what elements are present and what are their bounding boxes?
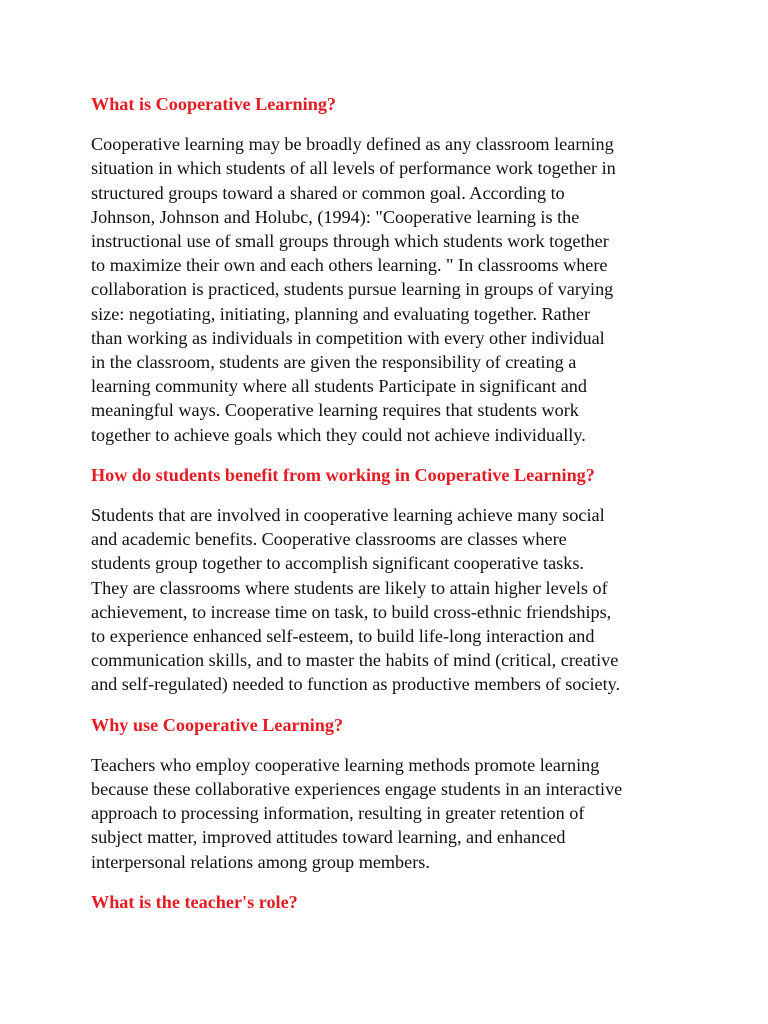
paragraph-line: meaningful ways. Cooperative learning requires that students work: [91, 400, 579, 421]
paragraph-line: situation in which students of all levels of performance work together in: [91, 158, 616, 179]
paragraph-line: size: negotiating, initiating, planning and evaluating together. Rather: [91, 303, 591, 324]
paragraph-line: They are classrooms where students are likely to attain higher levels of: [91, 577, 608, 598]
paragraph-line: Students that are involved in cooperative learning achieve many social: [91, 505, 605, 526]
paragraph-line: and academic benefits. Cooperative classrooms are classes where: [91, 529, 567, 550]
paragraph-line: collaboration is practiced, students pursue learning in groups of varying: [91, 279, 614, 300]
paragraph-line: interpersonal relations among group members.: [91, 851, 430, 872]
paragraph-line: together to achieve goals which they could not achieve individually.: [91, 424, 586, 445]
section-paragraph: [91, 753, 691, 874]
paragraph-line: because these collaborative experiences engage students in an interactive: [91, 779, 623, 800]
section-heading: How do students benefit from working in Cooperative Learning?: [91, 464, 595, 485]
paragraph-line: Teachers who employ cooperative learning methods promote learning: [91, 754, 600, 775]
paragraph-line: subject matter, improved attitudes toward learning, and enhanced: [91, 827, 566, 848]
paragraph-line: instructional use of small groups through which students work together: [91, 231, 609, 252]
paragraph-line: to maximize their own and each others learning. " In classrooms where: [91, 255, 608, 276]
section-how-students-benefit: [91, 463, 691, 697]
section-heading: Why use Cooperative Learning?: [91, 714, 344, 735]
paragraph-line: to experience enhanced self-esteem, to build life-long interaction and: [91, 626, 595, 647]
section-heading: What is the teacher's role?: [91, 891, 298, 912]
section-why-use-cooperative-learning: [91, 713, 691, 874]
paragraph-line: students group together to accomplish significant cooperative tasks.: [91, 553, 584, 574]
paragraph-line: structured groups toward a shared or common goal. According to: [91, 182, 565, 203]
section-paragraph: [91, 132, 691, 447]
section-heading: What is Cooperative Learning?: [91, 94, 337, 114]
document-content: [91, 92, 691, 914]
paragraph-line: Johnson, Johnson and Holubc, (1994): "Cooperative learning is the: [91, 206, 580, 227]
paragraph-line: achievement, to increase time on task, to build cross-ethnic friendships,: [91, 601, 612, 622]
paragraph-line: and self-regulated) needed to function as productive members of society.: [91, 674, 621, 695]
section-paragraph: [91, 503, 691, 697]
section-what-is-cooperative-learning: [91, 92, 691, 447]
section-teachers-role: [91, 890, 691, 914]
paragraph-line: learning community where all students Participate in significant and: [91, 376, 587, 397]
paragraph-line: approach to processing information, resulting in greater retention of: [91, 803, 585, 824]
paragraph-line: in the classroom, students are given the responsibility of creating a: [91, 352, 577, 373]
paragraph-line: communication skills, and to master the habits of mind (critical, creative: [91, 650, 619, 671]
paragraph-line: than working as individuals in competition with every other individual: [91, 327, 605, 348]
paragraph-line: Cooperative learning may be broadly defined as any classroom learning: [91, 134, 614, 155]
